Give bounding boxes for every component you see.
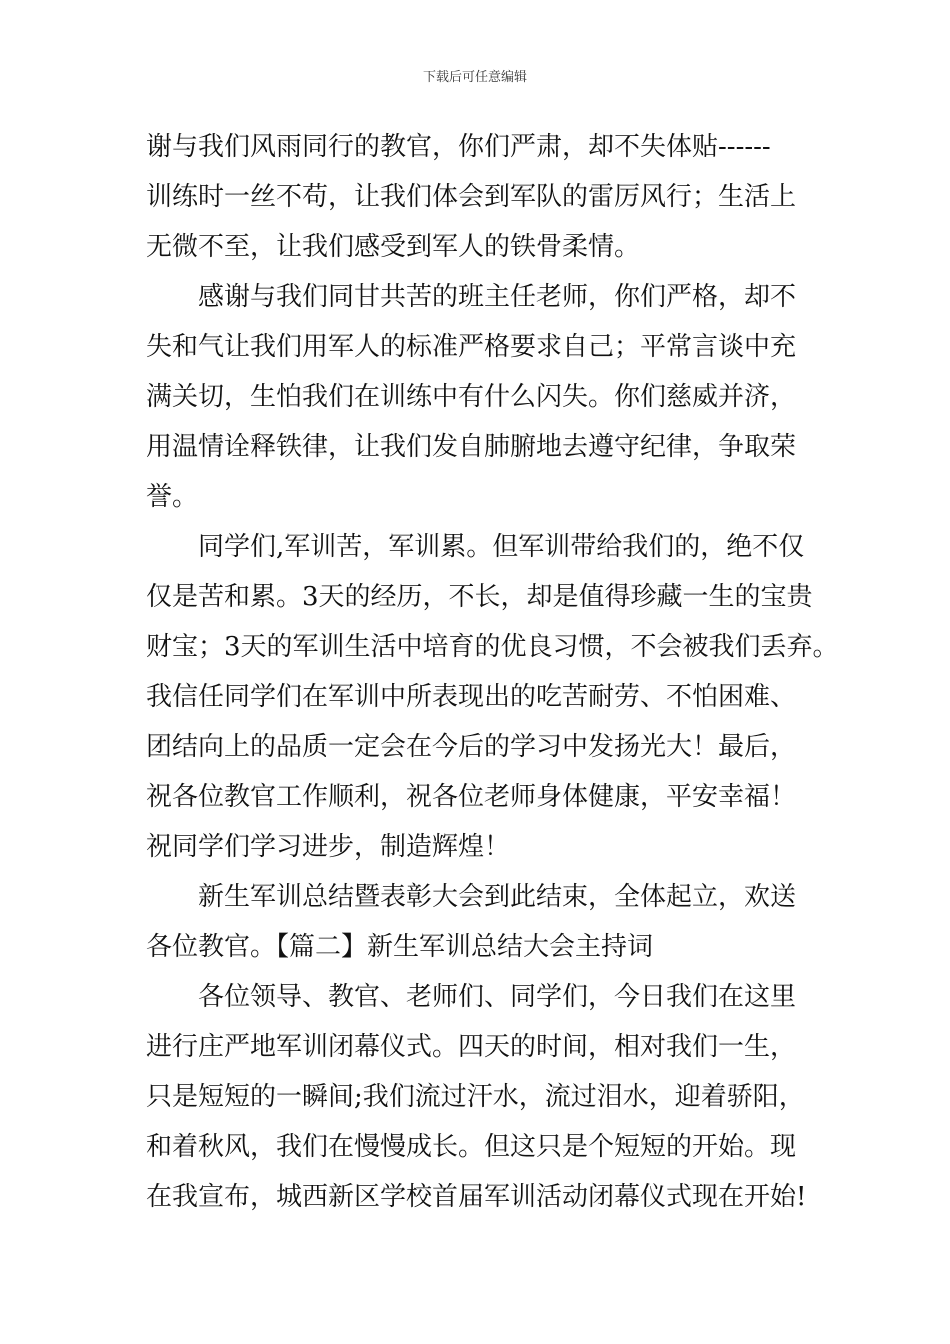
paragraph-2: [146, 278, 846, 528]
text-line: 各位教官。【篇二】新生军训总结大会主持词: [146, 932, 654, 962]
text-line: 和着秋风，我们在慢慢成长。但这只是个短短的开始。现: [146, 1132, 797, 1162]
text-line: 同学们,军训苦，军训累。但军训带给我们的，绝不仅: [198, 532, 805, 562]
text-line: 祝同学们学习进步，制造辉煌！: [146, 832, 511, 862]
text-line: 在我宣布，城西新区学校首届军训活动闭幕仪式现在开始!: [146, 1182, 807, 1212]
text-line: 进行庄严地军训闭幕仪式。四天的时间，相对我们一生，: [146, 1032, 797, 1062]
text-line: 用温情诠释铁律，让我们发自肺腑地去遵守纪律，争取荣: [146, 432, 797, 462]
text-line: 仅是苦和累。3天的经历，不长，却是值得珍藏一生的宝贵: [146, 582, 813, 612]
text-line: 新生军训总结暨表彰大会到此结束，全体起立，欢送: [198, 882, 797, 912]
paragraph-5: [146, 978, 846, 1228]
text-line: 感谢与我们同甘共苦的班主任老师，你们严格，却不: [198, 282, 797, 312]
text-line: 训练时一丝不苟，让我们体会到军队的雷厉风行；生活上: [146, 182, 797, 212]
text-line: 只是短短的一瞬间;我们流过汗水，流过泪水，迎着骄阳，: [146, 1082, 805, 1112]
text-line: 满关切，生怕我们在训练中有什么闪失。你们慈威并济，: [146, 382, 797, 412]
paragraph-3: [146, 528, 846, 878]
document-body: [146, 128, 846, 1228]
text-line: 团结向上的品质一定会在今后的学习中发扬光大！最后，: [146, 732, 797, 762]
text-line: 无微不至，让我们感受到军人的铁骨柔情。: [146, 232, 641, 262]
text-line: 誉。: [146, 482, 199, 512]
text-line: 谢与我们风雨同行的教官，你们严肃，却不失体贴------: [146, 132, 771, 162]
text-line: 各位领导、教官、老师们、同学们，今日我们在这里: [198, 982, 797, 1012]
text-line: 财宝；3天的军训生活中培育的优良习惯，不会被我们丢弃。: [146, 632, 839, 662]
page-header-note: 下载后可任意编辑: [422, 70, 527, 85]
paragraph-1: [146, 128, 846, 278]
text-line: 祝各位教官工作顺利，祝各位老师身体健康，平安幸福！: [146, 782, 797, 812]
text-line: 我信任同学们在军训中所表现出的吃苦耐劳、不怕困难、: [146, 682, 797, 712]
paragraph-4: [146, 878, 846, 978]
text-line: 失和气让我们用军人的标准严格要求自己；平常言谈中充: [146, 332, 797, 362]
